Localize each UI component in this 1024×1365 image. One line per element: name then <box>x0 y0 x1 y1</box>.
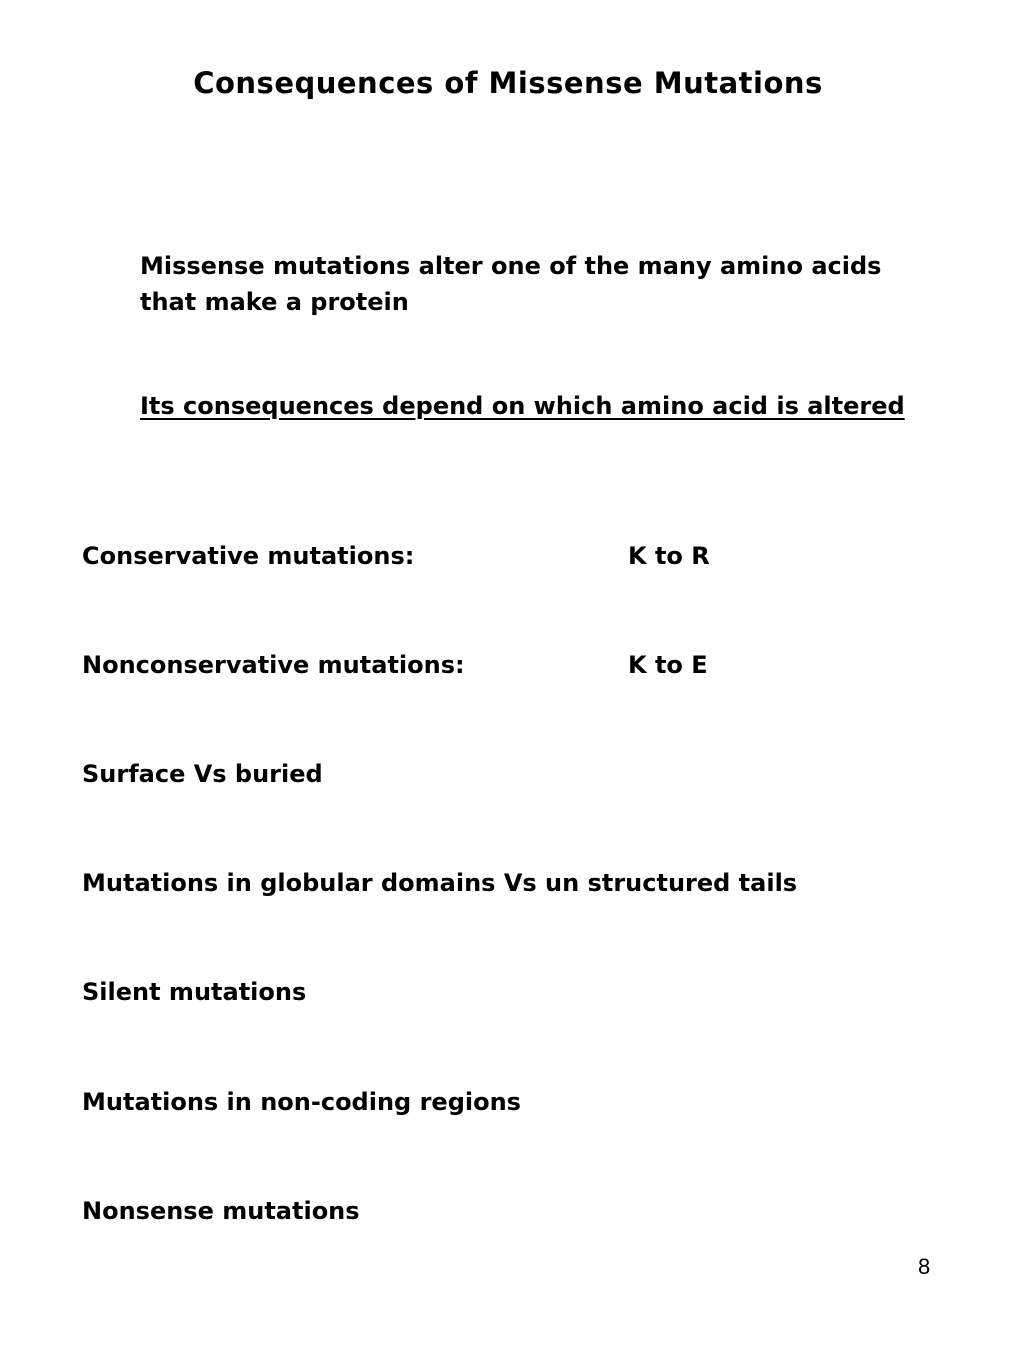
item-example: K to R <box>628 542 710 570</box>
item-conservative <box>82 542 710 570</box>
intro-line-1: Missense mutations alter one of the many amino acids <box>140 252 882 280</box>
item-example: K to E <box>628 651 708 679</box>
intro-line-2: that make a protein <box>140 288 409 316</box>
item-nonsense <box>82 1197 360 1225</box>
item-silent <box>82 978 306 1006</box>
intro-text <box>140 248 980 320</box>
item-non-coding <box>82 1088 521 1116</box>
item-label: Surface Vs buried <box>82 760 323 788</box>
item-label: Nonsense mutations <box>82 1197 360 1225</box>
item-label: Conservative mutations: <box>82 542 415 570</box>
page-number: 8 <box>918 1254 931 1279</box>
item-label: Nonconservative mutations: <box>82 651 465 679</box>
item-surface-vs-buried <box>82 760 323 788</box>
item-label: Mutations in non-coding regions <box>82 1088 521 1116</box>
slide-title: Consequences of Missense Mutations <box>193 66 823 100</box>
item-nonconservative <box>82 651 708 679</box>
emphasis-text: Its consequences depend on which amino acid is altered <box>140 392 905 420</box>
item-globular-vs-tails <box>82 869 797 897</box>
item-label: Silent mutations <box>82 978 307 1006</box>
item-label: Mutations in globular domains Vs un structured tails <box>82 869 798 897</box>
